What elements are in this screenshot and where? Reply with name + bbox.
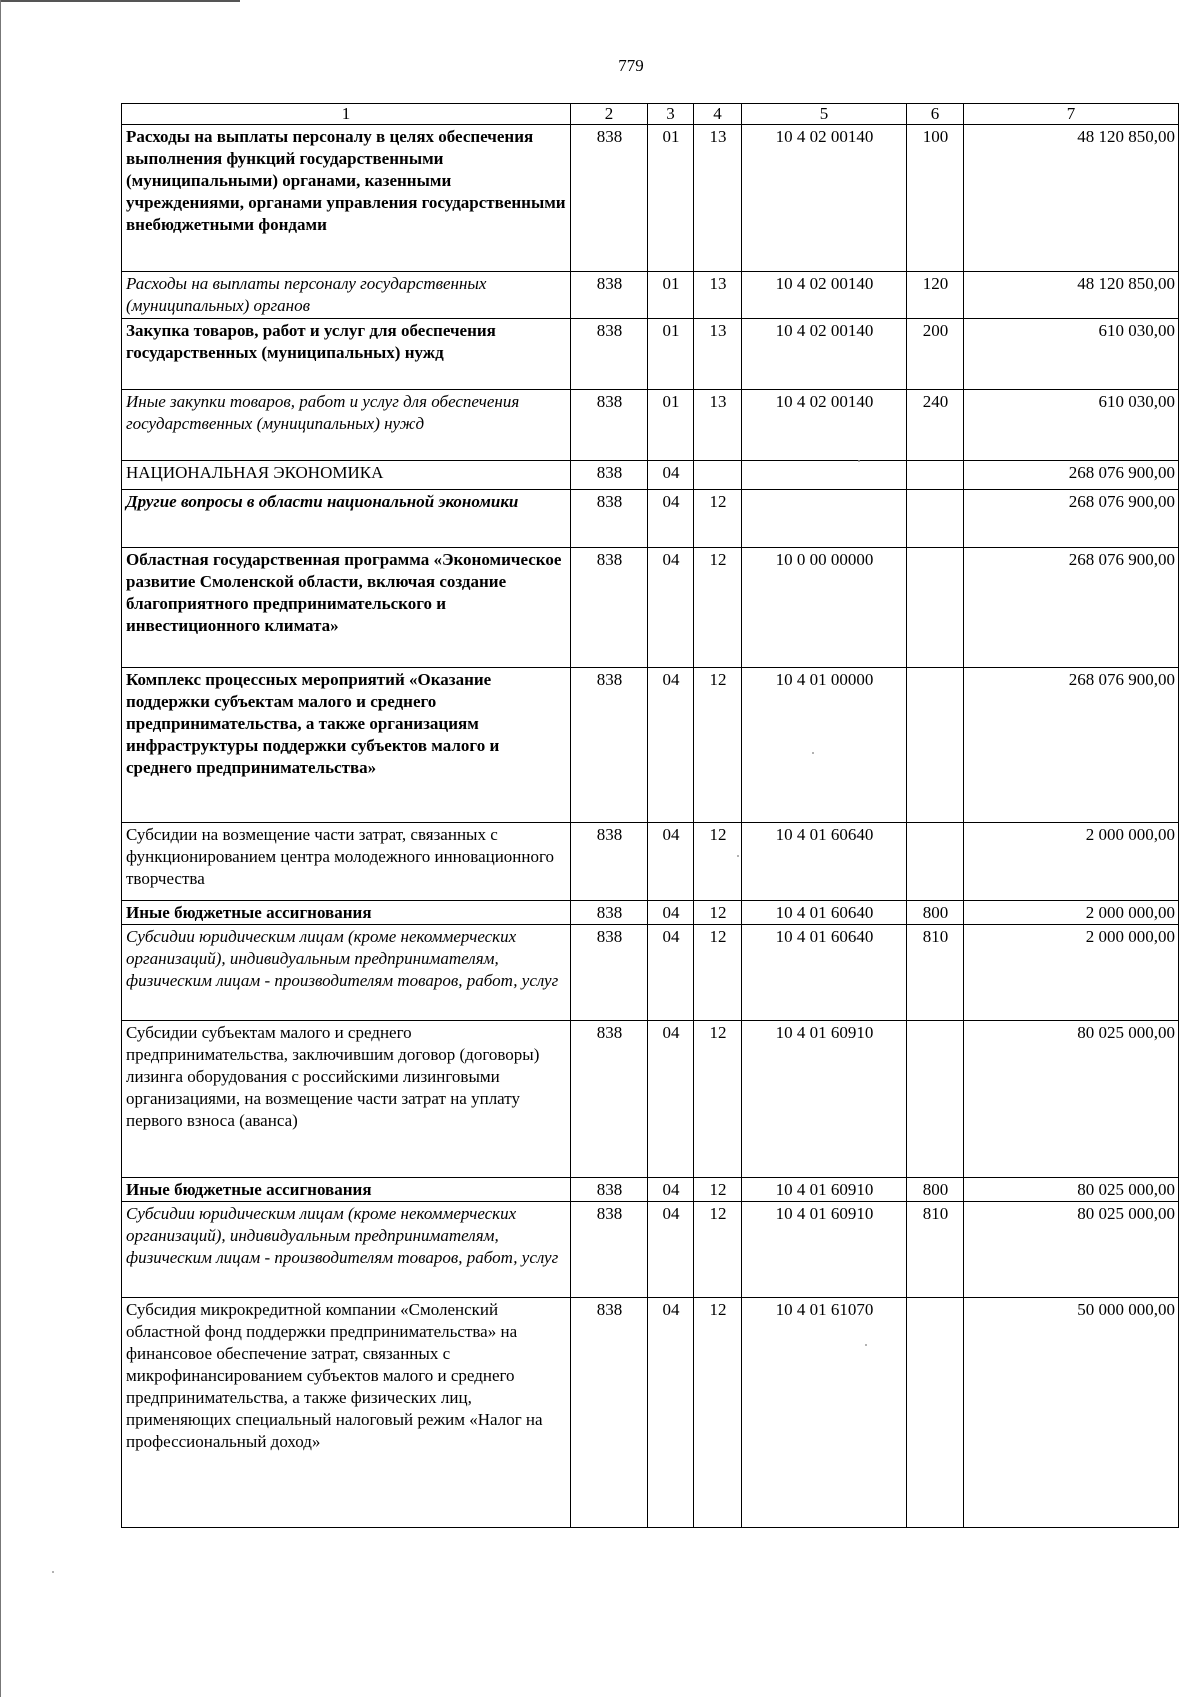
row-name: Иные закупки товаров, работ и услуг для обеспечения государственных (муниципальных) нужд xyxy=(122,390,571,461)
row-amount: 48 120 850,00 xyxy=(964,272,1179,319)
row-expense-type: 800 xyxy=(907,901,964,925)
row-name: Комплекс процессных мероприятий «Оказание поддержки субъектам малого и среднего предпринимательства, а также организациям инфраструктуры поддержки субъектов малого и среднего предпринимательства» xyxy=(122,668,571,823)
table-row xyxy=(122,823,1179,901)
row-subsection: 13 xyxy=(694,319,742,390)
row-expense-type xyxy=(907,1021,964,1178)
row-admin-code: 838 xyxy=(571,1178,648,1202)
row-subsection: 12 xyxy=(694,1021,742,1178)
row-admin-code: 838 xyxy=(571,925,648,1021)
row-admin-code: 838 xyxy=(571,490,648,548)
scan-speck xyxy=(52,1571,54,1573)
row-admin-code: 838 xyxy=(571,461,648,490)
row-target-article xyxy=(742,461,907,490)
row-section: 04 xyxy=(648,1021,694,1178)
row-expense-type xyxy=(907,1298,964,1528)
row-name: НАЦИОНАЛЬНАЯ ЭКОНОМИКА xyxy=(122,461,571,490)
row-admin-code: 838 xyxy=(571,272,648,319)
row-expense-type: 800 xyxy=(907,1178,964,1202)
scan-speck xyxy=(812,752,814,754)
row-section: 04 xyxy=(648,823,694,901)
row-target-article: 10 4 01 61070 xyxy=(742,1298,907,1528)
row-name: Субсидия микрокредитной компании «Смоленский областной фонд поддержки предпринимательства» на финансовое обеспечение затрат, связанных с микрофинансированием субъектов малого и среднего предпринимательства, а также физических лиц, применяющих специальный налоговый режим «Налог на профессиональный доход» xyxy=(122,1298,571,1528)
row-section: 04 xyxy=(648,925,694,1021)
table-row xyxy=(122,1178,1179,1202)
row-section: 01 xyxy=(648,390,694,461)
header-row xyxy=(122,104,1179,125)
row-amount: 610 030,00 xyxy=(964,390,1179,461)
budget-table xyxy=(121,103,1179,1528)
page-number: 779 xyxy=(618,56,644,75)
row-admin-code: 838 xyxy=(571,319,648,390)
scan-edge-left xyxy=(0,0,1,1697)
header-cell: 2 xyxy=(571,104,648,125)
row-admin-code: 838 xyxy=(571,901,648,925)
row-subsection: 12 xyxy=(694,490,742,548)
row-expense-type xyxy=(907,823,964,901)
row-admin-code: 838 xyxy=(571,1202,648,1298)
row-name: Областная государственная программа «Экономическое развитие Смоленской области, включая создание благоприятного предпринимательского и инвестиционного климата» xyxy=(122,548,571,668)
row-target-article: 10 4 01 60640 xyxy=(742,901,907,925)
table-row xyxy=(122,925,1179,1021)
row-name: Расходы на выплаты персоналу государственных (муниципальных) органов xyxy=(122,272,571,319)
row-expense-type: 240 xyxy=(907,390,964,461)
header-cell: 5 xyxy=(742,104,907,125)
row-section: 04 xyxy=(648,901,694,925)
row-subsection: 13 xyxy=(694,390,742,461)
row-target-article: 10 4 01 60640 xyxy=(742,925,907,1021)
row-name: Расходы на выплаты персоналу в целях обеспечения выполнения функций государственными (муниципальными) органами, казенными учреждениями, органами управления государственными внебюджетными фондами xyxy=(122,125,571,272)
row-admin-code: 838 xyxy=(571,668,648,823)
row-expense-type xyxy=(907,668,964,823)
table-row xyxy=(122,1202,1179,1298)
row-amount: 268 076 900,00 xyxy=(964,548,1179,668)
row-expense-type: 810 xyxy=(907,925,964,1021)
row-subsection: 12 xyxy=(694,668,742,823)
row-subsection xyxy=(694,461,742,490)
row-name: Закупка товаров, работ и услуг для обеспечения государственных (муниципальных) нужд xyxy=(122,319,571,390)
row-subsection: 12 xyxy=(694,925,742,1021)
row-name: Субсидии юридическим лицам (кроме некоммерческих организаций), индивидуальным предпринимателям, физическим лицам - производителям товаров, работ, услуг xyxy=(122,925,571,1021)
row-target-article: 10 4 01 60910 xyxy=(742,1178,907,1202)
row-subsection: 12 xyxy=(694,548,742,668)
table-row xyxy=(122,490,1179,548)
row-subsection: 12 xyxy=(694,1298,742,1528)
row-expense-type: 810 xyxy=(907,1202,964,1298)
row-amount: 268 076 900,00 xyxy=(964,461,1179,490)
row-section: 01 xyxy=(648,125,694,272)
row-target-article: 10 4 02 00140 xyxy=(742,319,907,390)
table-row xyxy=(122,319,1179,390)
header-cell: 6 xyxy=(907,104,964,125)
row-amount: 80 025 000,00 xyxy=(964,1178,1179,1202)
row-amount: 2 000 000,00 xyxy=(964,925,1179,1021)
row-expense-type xyxy=(907,490,964,548)
row-section: 01 xyxy=(648,272,694,319)
row-name: Иные бюджетные ассигнования xyxy=(122,901,571,925)
row-amount: 50 000 000,00 xyxy=(964,1298,1179,1528)
row-subsection: 12 xyxy=(694,1202,742,1298)
row-amount: 268 076 900,00 xyxy=(964,490,1179,548)
row-section: 04 xyxy=(648,1178,694,1202)
row-section: 04 xyxy=(648,1298,694,1528)
row-target-article: 10 4 02 00140 xyxy=(742,125,907,272)
row-section: 04 xyxy=(648,548,694,668)
table-row xyxy=(122,901,1179,925)
table-row xyxy=(122,272,1179,319)
header-cell: 1 xyxy=(122,104,571,125)
row-target-article: 10 4 02 00140 xyxy=(742,390,907,461)
row-target-article: 10 0 00 00000 xyxy=(742,548,907,668)
row-amount: 2 000 000,00 xyxy=(964,901,1179,925)
row-admin-code: 838 xyxy=(571,1021,648,1178)
row-admin-code: 838 xyxy=(571,125,648,272)
row-subsection: 12 xyxy=(694,823,742,901)
row-name: Иные бюджетные ассигнования xyxy=(122,1178,571,1202)
table-row xyxy=(122,1021,1179,1178)
row-admin-code: 838 xyxy=(571,823,648,901)
header-cell: 3 xyxy=(648,104,694,125)
row-section: 04 xyxy=(648,668,694,823)
row-section: 04 xyxy=(648,461,694,490)
row-target-article: 10 4 01 60640 xyxy=(742,823,907,901)
row-target-article: 10 4 02 00140 xyxy=(742,272,907,319)
header-cell: 4 xyxy=(694,104,742,125)
row-subsection: 13 xyxy=(694,125,742,272)
row-name: Субсидии на возмещение части затрат, связанных с функционированием центра молодежного инновационного творчества xyxy=(122,823,571,901)
row-subsection: 12 xyxy=(694,1178,742,1202)
row-name: Другие вопросы в области национальной экономики xyxy=(122,490,571,548)
row-admin-code: 838 xyxy=(571,548,648,668)
row-amount: 48 120 850,00 xyxy=(964,125,1179,272)
row-admin-code: 838 xyxy=(571,1298,648,1528)
row-subsection: 13 xyxy=(694,272,742,319)
header-cell: 7 xyxy=(964,104,1179,125)
row-expense-type xyxy=(907,461,964,490)
row-expense-type: 200 xyxy=(907,319,964,390)
scan-speck xyxy=(865,1344,867,1346)
table-row xyxy=(122,461,1179,490)
row-amount: 2 000 000,00 xyxy=(964,823,1179,901)
row-name: Субсидии субъектам малого и среднего предпринимательства, заключившим договор (договоры) лизинга оборудования с российскими лизинговыми организациями, на возмещение части затрат на уплату первого взноса (аванса) xyxy=(122,1021,571,1178)
row-target-article: 10 4 01 60910 xyxy=(742,1202,907,1298)
scan-speck xyxy=(858,460,860,462)
row-target-article: 10 4 01 00000 xyxy=(742,668,907,823)
row-target-article: 10 4 01 60910 xyxy=(742,1021,907,1178)
scan-speck xyxy=(737,855,739,857)
table-row xyxy=(122,125,1179,272)
row-amount: 80 025 000,00 xyxy=(964,1021,1179,1178)
row-expense-type xyxy=(907,548,964,668)
table-row xyxy=(122,1298,1179,1528)
row-section: 04 xyxy=(648,1202,694,1298)
row-subsection: 12 xyxy=(694,901,742,925)
table-row xyxy=(122,390,1179,461)
row-amount: 268 076 900,00 xyxy=(964,668,1179,823)
row-expense-type: 100 xyxy=(907,125,964,272)
row-admin-code: 838 xyxy=(571,390,648,461)
row-name: Субсидии юридическим лицам (кроме некоммерческих организаций), индивидуальным предпринимателям, физическим лицам - производителям товаров, работ, услуг xyxy=(122,1202,571,1298)
row-section: 04 xyxy=(648,490,694,548)
row-target-article xyxy=(742,490,907,548)
row-expense-type: 120 xyxy=(907,272,964,319)
row-section: 01 xyxy=(648,319,694,390)
table-row xyxy=(122,668,1179,823)
row-amount: 80 025 000,00 xyxy=(964,1202,1179,1298)
row-amount: 610 030,00 xyxy=(964,319,1179,390)
scan-edge-top xyxy=(0,0,240,2)
table-row xyxy=(122,548,1179,668)
